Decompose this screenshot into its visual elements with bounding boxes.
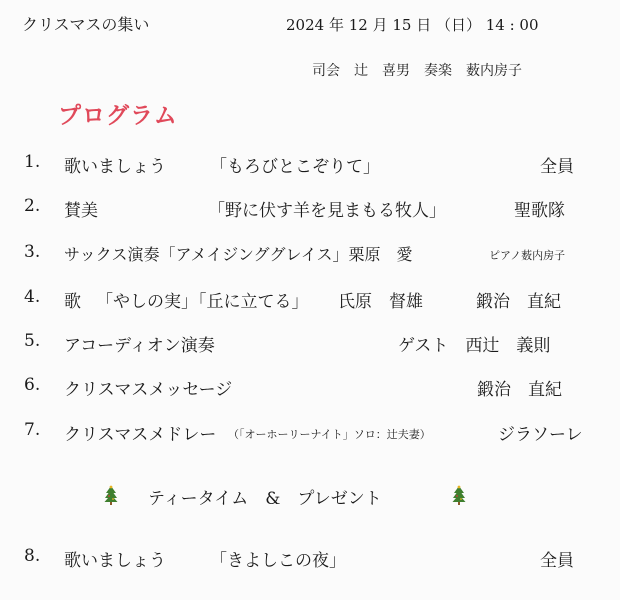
item-number: 4. xyxy=(24,287,41,307)
item-title: アコーディオン演奏 xyxy=(64,336,215,356)
program-heading: プログラム xyxy=(58,102,178,129)
program-item-4 xyxy=(0,287,620,317)
item-performer-2: 鍛治 直紀 xyxy=(476,292,561,312)
event-title: クリスマスの集い xyxy=(22,15,150,34)
item-title: 歌いましょう xyxy=(64,551,166,571)
teatime-line xyxy=(0,484,620,514)
item-note: ピアノ薮内房子 xyxy=(489,249,566,262)
item-number: 7. xyxy=(24,420,41,440)
item-detail: 「野に伏す羊を見まもる牧人」 xyxy=(208,201,446,221)
item-performer: 鍛治 直紀 xyxy=(477,380,562,400)
program-item-3 xyxy=(0,242,620,272)
item-title: クリスマスメドレー xyxy=(64,425,217,445)
item-performer: ジラソーレ xyxy=(498,425,583,445)
program-item-8 xyxy=(0,546,620,576)
staff-line: 司会 辻 喜男 奏楽 薮内房子 xyxy=(312,63,522,79)
program-item-5 xyxy=(0,331,620,361)
item-performer: 全員 xyxy=(540,157,574,177)
item-performer: 聖歌隊 xyxy=(514,201,565,221)
program-item-2 xyxy=(0,196,620,226)
program-item-6 xyxy=(0,375,620,405)
item-number: 5. xyxy=(24,331,41,351)
program-item-7 xyxy=(0,420,620,450)
item-performer: 氏原 督雄 xyxy=(338,292,423,312)
item-performer: ゲスト 西辻 義則 xyxy=(398,336,551,356)
item-detail: 「やしの実」「丘に立てる」 xyxy=(96,292,309,312)
item-number: 6. xyxy=(24,375,41,395)
item-number: 8. xyxy=(24,546,41,566)
item-note: （「オーホーリーナイト」ソロ：辻夫妻） xyxy=(228,428,431,441)
item-title: 歌いましょう xyxy=(64,157,166,177)
teatime-label: ティータイム & プレゼント xyxy=(148,489,382,509)
item-number: 2. xyxy=(24,196,41,216)
item-title: クリスマスメッセージ xyxy=(64,380,233,400)
item-performer: 全員 xyxy=(540,551,574,571)
item-detail: 「もろびとこぞりて」 xyxy=(210,157,380,177)
item-number: 3. xyxy=(24,242,41,262)
item-number: 1. xyxy=(24,152,41,172)
item-detail: 「きよしこの夜」 xyxy=(210,551,346,571)
program-item-1 xyxy=(0,152,620,182)
item-title: 歌 xyxy=(64,292,81,312)
christmas-tree-icon xyxy=(452,485,466,510)
christmas-tree-icon xyxy=(104,485,118,510)
item-title: サックス演奏「アメイジンググレイス」栗原 愛 xyxy=(64,245,413,264)
item-title: 賛美 xyxy=(64,201,98,221)
event-datetime: 2024 年 12 月 15 日 （日） 14 : 00 xyxy=(286,16,539,34)
